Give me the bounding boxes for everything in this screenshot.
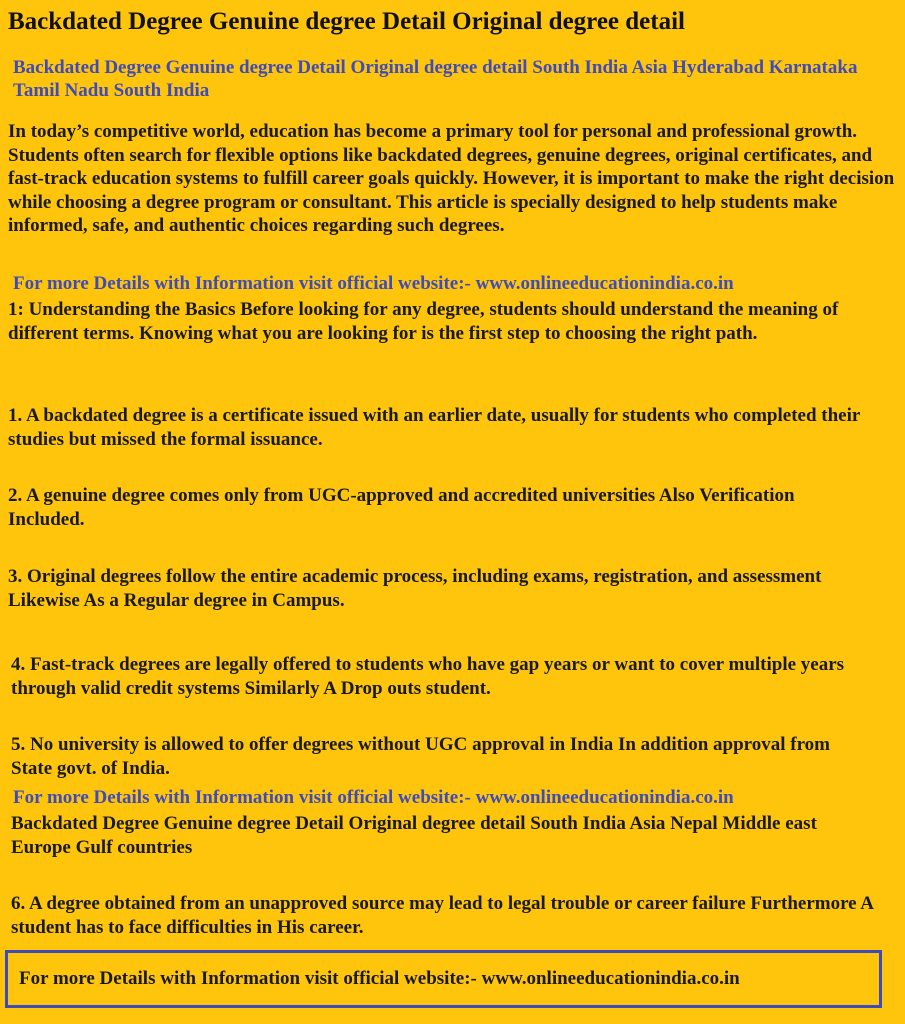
section-1-paragraph: 1: Understanding the Basics Before looking for any degree, students should understand the meaning of different terms. Knowing what you are looking for is the first step to choosing the right path. [8, 299, 839, 344]
website-link-1[interactable]: For more Details with Information visit official website:- www.onlineeducationindia.co.in [13, 273, 734, 294]
subtitle-link[interactable]: Backdated Degree Genuine degree Detail Original degree detail South India Asia Hyderabad Karnataka Tamil Nadu South India [13, 57, 858, 101]
website-link-2[interactable]: For more Details with Information visit official website:- www.onlineeducationindia.co.in [13, 787, 734, 808]
regions-paragraph: Backdated Degree Genuine degree Detail Original degree detail South India Asia Nepal Middle east Europe Gulf countries [11, 813, 817, 858]
intro-paragraph: In today’s competitive world, education has become a primary tool for personal and professional growth. Students often search for flexible options like backdated degrees, genuine degrees, original certificates, and fast-track education systems to fulfill career goals quickly. However, it is important to make the right decision while choosing a degree program or consultant. This article is specially designed to help students make informed, safe, and authentic choices regarding such degrees. [8, 121, 895, 236]
point-1: 1. A backdated degree is a certificate issued with an earlier date, usually for students who completed their studies but missed the formal issuance. [8, 405, 860, 450]
point-6: 6. A degree obtained from an unapproved source may lead to legal trouble or career failure Furthermore A student has to face difficulties in His career. [11, 893, 873, 938]
point-3: 3. Original degrees follow the entire academic process, including exams, registration, and assessment Likewise As a Regular degree in Campus. [8, 566, 822, 611]
point-5: 5. No university is allowed to offer degrees without UGC approval in India In addition approval from State govt. of India. [11, 734, 831, 779]
point-4: 4. Fast-track degrees are legally offered to students who have gap years or want to cover multiple years through valid credit systems Similarly A Drop outs student. [11, 654, 845, 699]
website-callout-box[interactable] [5, 950, 882, 1008]
website-callout-text[interactable]: For more Details with Information visit official website:- www.onlineeducationindia.co.in [19, 968, 740, 989]
point-2: 2. A genuine degree comes only from UGC-approved and accredited universities Also Verification Included. [8, 485, 795, 530]
page-title: Backdated Degree Genuine degree Detail Original degree detail [8, 8, 685, 35]
